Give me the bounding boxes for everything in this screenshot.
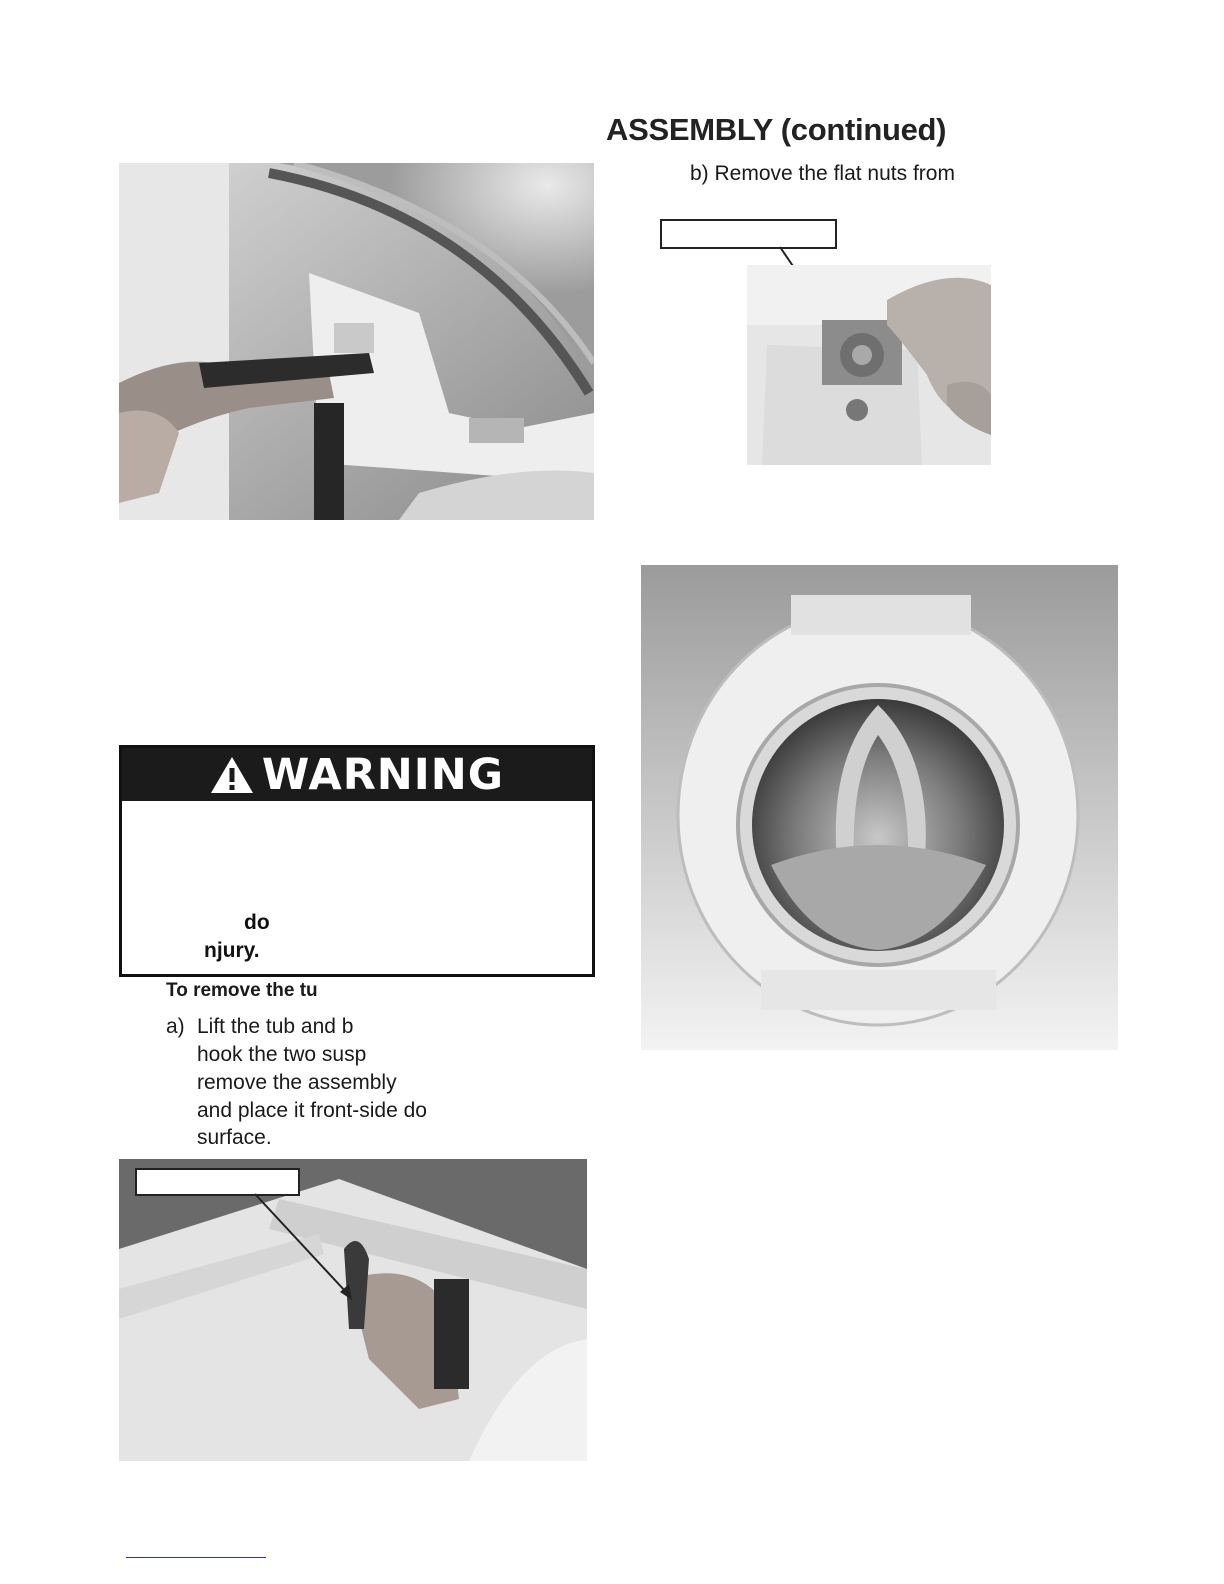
wrench-on-tub-bolt-photo [119, 163, 594, 520]
step-a-line-2: hook the two susp [197, 1043, 367, 1066]
step-a-line-5: surface. [197, 1126, 272, 1149]
warning-text-line-1: do [244, 911, 270, 934]
tub-removal-heading: To remove the tu [166, 980, 318, 1001]
warning-title: WARNING [261, 749, 505, 800]
page-heading: ASSEMBLY (continued) [606, 112, 947, 147]
step-a-line-3: remove the assembly [197, 1071, 397, 1094]
step-b-text: b) Remove the flat nuts from [690, 162, 955, 185]
flat-nut-removal-photo [747, 265, 991, 465]
step-a-line-1: Lift the tub and b [197, 1015, 354, 1038]
warning-box [119, 745, 595, 977]
tub-assembly-photo [641, 565, 1118, 1050]
step-a-line-4: and place it front-side do [197, 1099, 427, 1122]
step-a-marker: a) [166, 1015, 185, 1038]
warning-triangle-icon [210, 755, 254, 795]
warning-header [122, 748, 592, 801]
footer-rule [126, 1557, 266, 1558]
spring-callout-arrow [250, 1192, 360, 1304]
warning-text-line-2: njury. [204, 939, 260, 962]
